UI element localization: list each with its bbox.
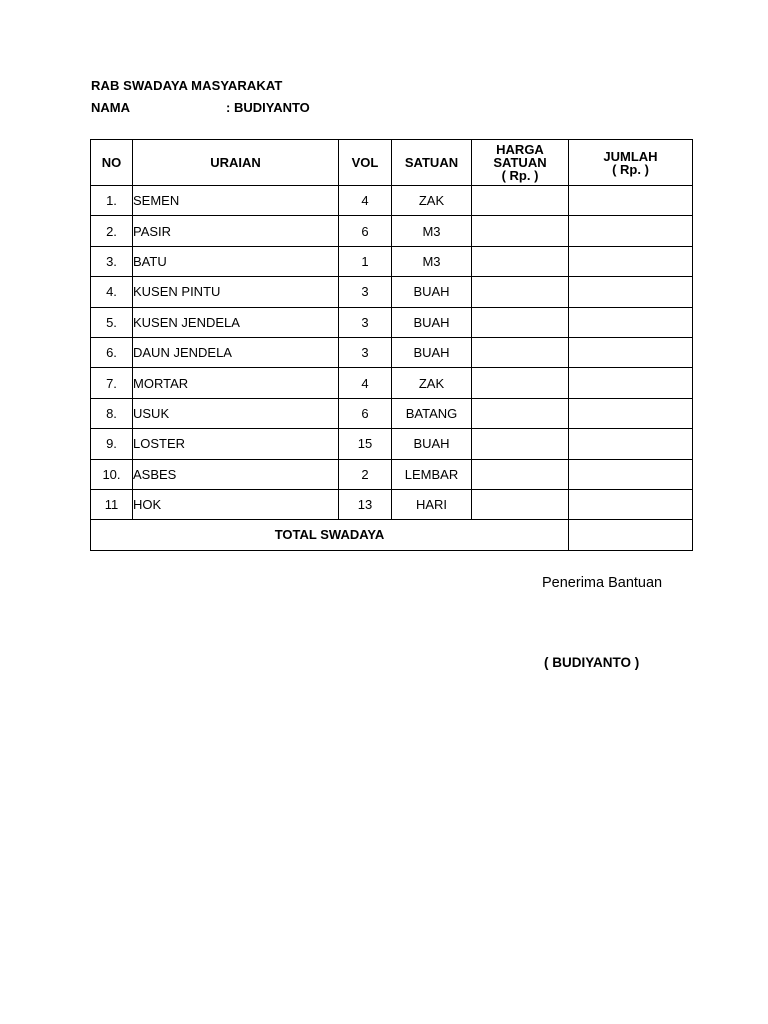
name-label: NAMA bbox=[91, 100, 130, 115]
table-row bbox=[91, 186, 693, 216]
cell-satuan: BUAH bbox=[392, 429, 472, 459]
cell-jumlah bbox=[569, 186, 693, 216]
cell-vol: 2 bbox=[339, 459, 392, 489]
document-title: RAB SWADAYA MASYARAKAT bbox=[91, 78, 283, 93]
header-jumlah-line1: JUMLAH bbox=[603, 148, 658, 164]
cell-jumlah bbox=[569, 459, 693, 489]
cell-no: 8. bbox=[91, 398, 133, 428]
cell-no: 2. bbox=[91, 216, 133, 246]
header-uraian: URAIAN bbox=[133, 140, 339, 186]
cell-jumlah bbox=[569, 216, 693, 246]
cell-jumlah bbox=[569, 489, 693, 519]
cell-harga-satuan bbox=[472, 216, 569, 246]
cell-uraian: ASBES bbox=[133, 459, 339, 489]
table-row bbox=[91, 277, 693, 307]
cell-uraian: KUSEN JENDELA bbox=[133, 307, 339, 337]
cell-jumlah bbox=[569, 246, 693, 276]
cell-satuan: BUAH bbox=[392, 307, 472, 337]
cell-uraian: SEMEN bbox=[133, 186, 339, 216]
total-value bbox=[569, 520, 693, 550]
cell-no: 7. bbox=[91, 368, 133, 398]
cell-harga-satuan bbox=[472, 429, 569, 459]
cell-no: 1. bbox=[91, 186, 133, 216]
cell-satuan: M3 bbox=[392, 216, 472, 246]
total-row bbox=[91, 520, 693, 550]
table-row bbox=[91, 368, 693, 398]
cell-vol: 15 bbox=[339, 429, 392, 459]
table-row bbox=[91, 307, 693, 337]
cell-jumlah bbox=[569, 429, 693, 459]
header-harga-line1: HARGA bbox=[496, 142, 544, 157]
cell-satuan: BUAH bbox=[392, 277, 472, 307]
cell-satuan: ZAK bbox=[392, 186, 472, 216]
cell-satuan: M3 bbox=[392, 246, 472, 276]
cell-satuan: HARI bbox=[392, 489, 472, 519]
cell-vol: 13 bbox=[339, 489, 392, 519]
table-row bbox=[91, 429, 693, 459]
cell-no: 5. bbox=[91, 307, 133, 337]
name-value: : BUDIYANTO bbox=[226, 100, 310, 115]
header-vol: VOL bbox=[339, 140, 392, 186]
cell-satuan: LEMBAR bbox=[392, 459, 472, 489]
table-row bbox=[91, 246, 693, 276]
cell-satuan: BATANG bbox=[392, 398, 472, 428]
header-jumlah bbox=[569, 140, 693, 186]
header-harga-line2: SATUAN bbox=[493, 155, 547, 170]
cell-vol: 4 bbox=[339, 368, 392, 398]
cell-jumlah bbox=[569, 368, 693, 398]
cell-satuan: BUAH bbox=[392, 337, 472, 367]
cell-uraian: BATU bbox=[133, 246, 339, 276]
cell-harga-satuan bbox=[472, 277, 569, 307]
table-row bbox=[91, 337, 693, 367]
cell-no: 11 bbox=[91, 489, 133, 519]
table-header-row bbox=[91, 140, 693, 186]
header-no: NO bbox=[91, 140, 133, 186]
cell-jumlah bbox=[569, 337, 693, 367]
table-body bbox=[91, 186, 693, 520]
cell-uraian: MORTAR bbox=[133, 368, 339, 398]
cell-uraian: USUK bbox=[133, 398, 339, 428]
cell-uraian: DAUN JENDELA bbox=[133, 337, 339, 367]
cell-harga-satuan bbox=[472, 307, 569, 337]
cell-jumlah bbox=[569, 277, 693, 307]
cell-harga-satuan bbox=[472, 368, 569, 398]
cell-vol: 6 bbox=[339, 216, 392, 246]
cell-no: 6. bbox=[91, 337, 133, 367]
cell-vol: 1 bbox=[339, 246, 392, 276]
table-row bbox=[91, 489, 693, 519]
table-row bbox=[91, 398, 693, 428]
cell-uraian: PASIR bbox=[133, 216, 339, 246]
cell-harga-satuan bbox=[472, 489, 569, 519]
cell-no: 3. bbox=[91, 246, 133, 276]
cell-harga-satuan bbox=[472, 398, 569, 428]
header-jumlah-line2: ( Rp. ) bbox=[612, 161, 649, 177]
table-row bbox=[91, 459, 693, 489]
cell-jumlah bbox=[569, 307, 693, 337]
rab-table bbox=[90, 139, 693, 551]
cell-jumlah bbox=[569, 398, 693, 428]
cell-harga-satuan bbox=[472, 337, 569, 367]
cell-no: 9. bbox=[91, 429, 133, 459]
cell-vol: 3 bbox=[339, 277, 392, 307]
header-harga-satuan bbox=[472, 140, 569, 186]
signature-role: Penerima Bantuan bbox=[542, 575, 663, 591]
name-line bbox=[91, 100, 310, 115]
cell-harga-satuan bbox=[472, 459, 569, 489]
cell-harga-satuan bbox=[472, 246, 569, 276]
cell-uraian: LOSTER bbox=[133, 429, 339, 459]
table-row bbox=[91, 216, 693, 246]
cell-vol: 4 bbox=[339, 186, 392, 216]
cell-no: 4. bbox=[91, 277, 133, 307]
cell-uraian: KUSEN PINTU bbox=[133, 277, 339, 307]
header-harga-line3: ( Rp. ) bbox=[501, 168, 539, 183]
cell-satuan: ZAK bbox=[392, 368, 472, 398]
cell-vol: 3 bbox=[339, 307, 392, 337]
cell-vol: 6 bbox=[339, 398, 392, 428]
cell-no: 10. bbox=[91, 459, 133, 489]
signature-name: ( BUDIYANTO ) bbox=[544, 655, 640, 670]
total-label: TOTAL SWADAYA bbox=[91, 520, 569, 550]
cell-vol: 3 bbox=[339, 337, 392, 367]
cell-harga-satuan bbox=[472, 186, 569, 216]
cell-uraian: HOK bbox=[133, 489, 339, 519]
header-satuan: SATUAN bbox=[392, 140, 472, 186]
